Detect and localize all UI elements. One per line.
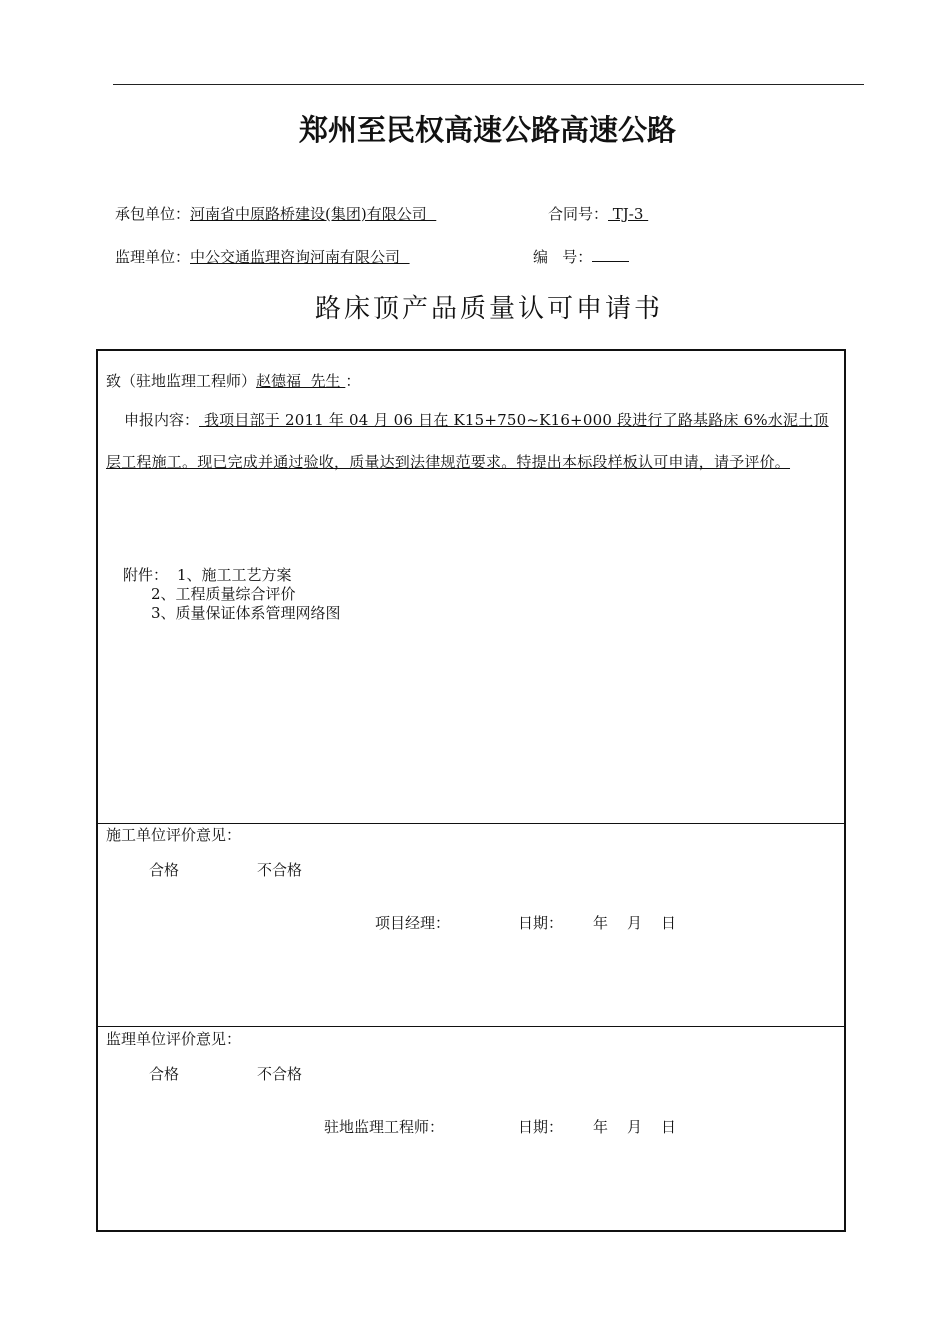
attachment-item: 1、施工工艺方案 — [177, 566, 292, 584]
supervisor-value: 中公交通监理咨询河南有限公司 — [190, 248, 410, 266]
attachment-item: 2、工程质量综合评价 — [151, 585, 296, 603]
supervision-date-year: 年 — [593, 1118, 609, 1136]
contract-number-label: 合同号： — [548, 205, 609, 223]
construction-pass-option[interactable]: 合格 — [149, 861, 180, 879]
addressee-label: 致（驻地监理工程师） — [106, 372, 257, 390]
construction-date-day: 日 — [661, 914, 677, 932]
supervision-date-day: 日 — [661, 1118, 677, 1136]
construction-date-year: 年 — [593, 914, 609, 932]
supervision-date-label: 日期： — [518, 1118, 564, 1136]
addressee-name: 赵德福 先生 — [256, 372, 346, 390]
contractor-value: 河南省中原路桥建设(集团)有限公司 — [190, 205, 437, 223]
construction-date-month: 月 — [627, 914, 643, 932]
supervisor-label: 监理单位： — [115, 248, 191, 266]
contractor-label: 承包单位： — [115, 205, 191, 223]
supervision-fail-option[interactable]: 不合格 — [257, 1065, 303, 1083]
form-title: 路床顶产品质量认可申请书 — [314, 294, 663, 324]
header-rule — [113, 84, 864, 85]
resident-engineer-label: 驻地监理工程师： — [324, 1118, 445, 1136]
supervisor-row — [115, 246, 410, 267]
supervision-date-month: 月 — [627, 1118, 643, 1136]
serial-number-blank — [592, 247, 629, 262]
addressee-suffix: ： — [345, 372, 361, 390]
report-label: 申报内容： — [124, 411, 200, 429]
report-content-block — [106, 399, 836, 483]
serial-number-label: 编 号： — [533, 248, 593, 266]
document-title: 郑州至民权高速公路高速公路 — [298, 113, 676, 147]
application-form — [96, 349, 846, 1232]
contract-number-value: TJ-3 — [608, 205, 649, 223]
attachments-label: 附件： — [123, 566, 169, 584]
construction-opinion-heading: 施工单位评价意见： — [106, 826, 242, 844]
construction-fail-option[interactable]: 不合格 — [257, 861, 303, 879]
construction-date-label: 日期： — [518, 914, 564, 932]
report-content: 我项目部于 2011 年 04 月 06 日在 K15+750~K16+000 段进行了路基路床 6%水泥土顶层工程施工。现已完成并通过验收，质量达到法律规范要求。特提出本标段样板认可申请，请予评价。 — [106, 411, 829, 471]
serial-number-row — [533, 246, 629, 267]
project-manager-label: 项目经理： — [375, 914, 451, 932]
supervision-opinion-heading: 监理单位评价意见： — [106, 1030, 242, 1048]
section-divider — [98, 1026, 844, 1027]
attachment-item: 3、质量保证体系管理网络图 — [151, 604, 341, 622]
contractor-row — [115, 203, 436, 224]
supervision-pass-option[interactable]: 合格 — [149, 1065, 180, 1083]
addressee-line — [106, 370, 360, 391]
contract-number-row — [548, 203, 648, 224]
